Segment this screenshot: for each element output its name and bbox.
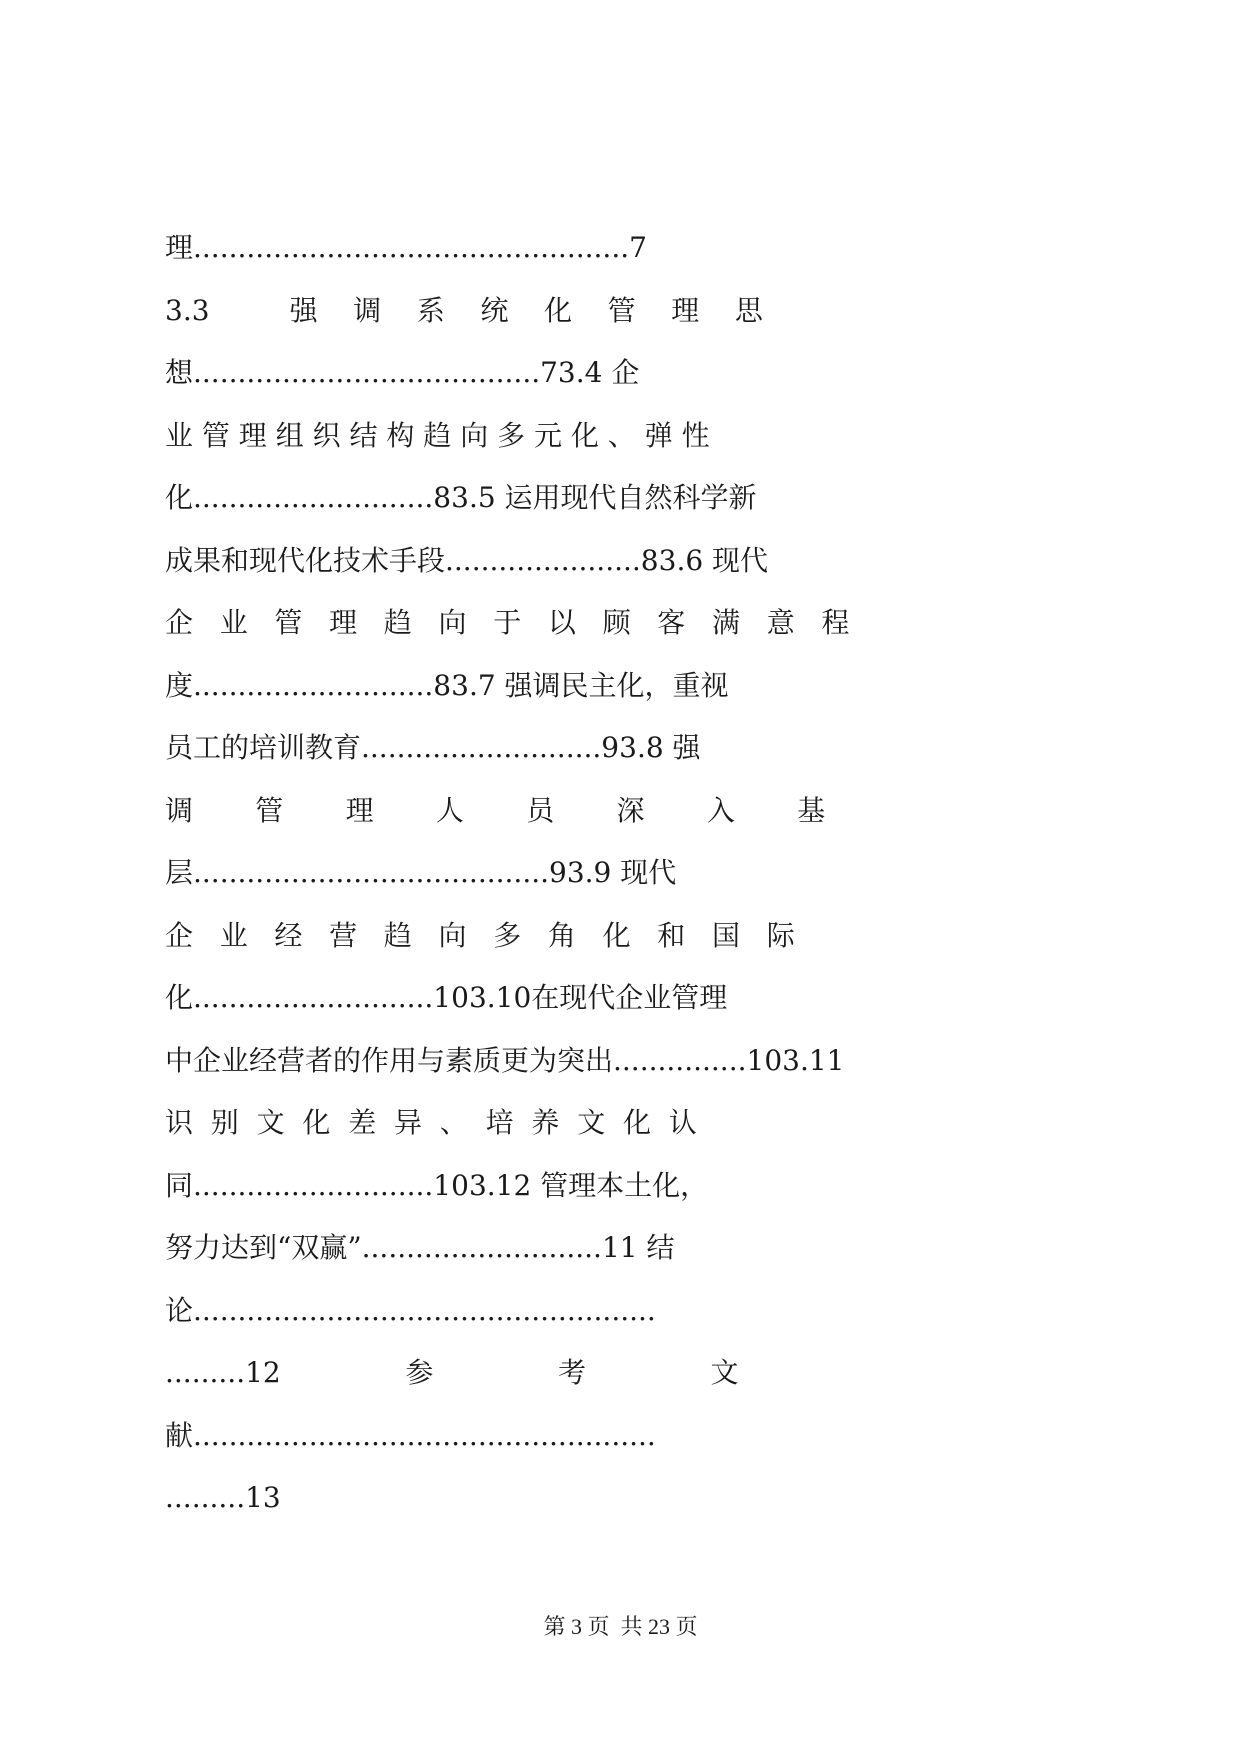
toc-line: 化...........................103.10在现代企业管理 — [165, 981, 728, 1014]
table-of-contents-body — [165, 233, 1079, 1546]
toc-line: 业 管 理 组 织 结 构 趋 向 多 元 化 、 弹 性 — [165, 418, 710, 452]
toc-line: 想.......................................73.4 企 — [165, 356, 640, 389]
toc-line: 3.3 强 调 系 统 化 管 理 思 — [165, 293, 763, 327]
toc-line: 努力达到“双赢”...........................11 结 — [165, 1231, 675, 1264]
toc-line: 成果和现代化技术手段......................83.6 现代 — [165, 543, 769, 577]
toc-line: 中企业经营者的作用与素质更为突出...............103.11 — [165, 1043, 845, 1077]
toc-line: 度...........................83.7 强调民主化，重视 — [165, 668, 729, 702]
toc-line: 企 业 经 营 趋 向 多 角 化 和 国 际 — [165, 918, 795, 952]
toc-line: 献.................................................... — [165, 1418, 656, 1452]
toc-line: 化...........................83.5 运用现代自然科学新 — [165, 481, 757, 514]
toc-line: 调 管 理 人 员 深 入 基 — [165, 793, 826, 827]
toc-line: .........12 参 考 文 — [165, 1356, 739, 1389]
toc-line: 员工的培训教育...........................93.8 强 — [165, 731, 701, 764]
toc-line: 论.................................................... — [165, 1293, 656, 1327]
toc-line: .........13 — [165, 1481, 281, 1514]
toc-line: 识 别 文 化 差 异 、 培 养 文 化 认 — [165, 1106, 697, 1139]
toc-line: 理.................................................7 — [165, 231, 647, 264]
page-number-footer: 第 3 页 共 23 页 — [543, 1614, 698, 1639]
toc-line: 层........................................93.9 现代 — [165, 856, 677, 889]
toc-line: 企 业 管 理 趋 向 于 以 顾 客 满 意 程 — [165, 606, 850, 639]
toc-line: 同...........................103.12 管理本土化， — [165, 1168, 709, 1202]
